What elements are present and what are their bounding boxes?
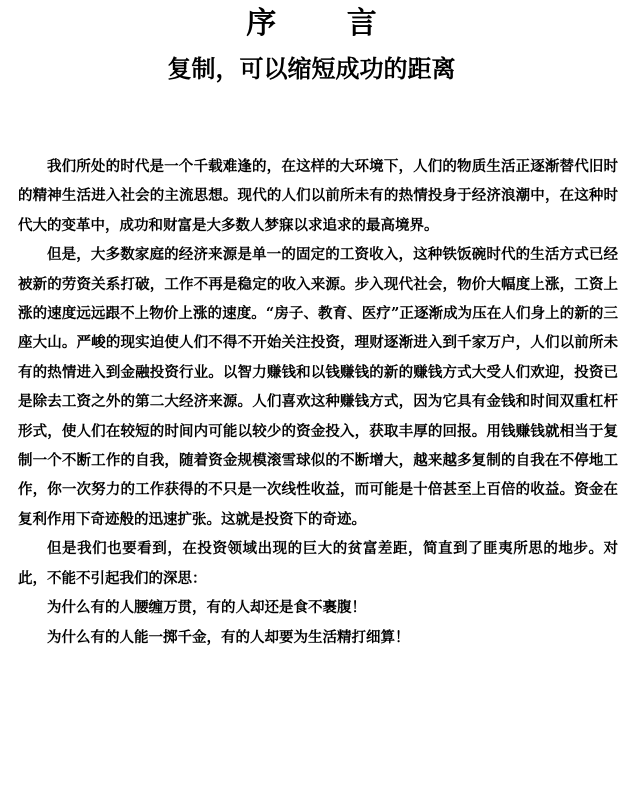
page-subtitle: 复制，可以缩短成功的距离 bbox=[167, 54, 456, 83]
paragraph: 但是，大多数家庭的经济来源是单一的固定的工资收入，这种铁饭碗时代的生活方式已经被新的劳资关系打破，工作不再是稳定的收入来源。步入现代社会，物价大幅度上涨，工资上涨的速度远远跟不上物价上涨的速度。“房子、教育、医疗”正逐渐成为压在人们身上的新的三座大山。严峻的现实迫使人们不得不开始关注投资，理财逐渐进入到千家万户，人们以前所未有的热情进入到金融投资行业。以智力赚钱和以钱赚钱的新的赚钱方式大受人们欢迎，投资已是除去工资之外的第二大经济来源。人们喜欢这种赚钱方式，因为它具有金钱和时间双重杠杆形式，使人们在较短的时间内可能以较少的资金投入，获取丰厚的回报。用钱赚钱就相当于复制一个不断工作的自我，随着资金规模滚雪球似的不断增大，越来越多复制的自我在不停地工作，你一次努力的工作获得的不只是一次线性收益，而可能是十倍甚至上百倍的收益。资金在复利作用下奇迹般的迅速扩张。这就是投资下的奇迹。 bbox=[18, 246, 618, 528]
paragraph: 为什么有的人能一掷千金，有的人却要为生活精打细算！ bbox=[47, 628, 410, 646]
body-text bbox=[18, 152, 618, 652]
paragraph: 我们所处的时代是一个千载难逢的，在这样的大环境下，人们的物质生活正逐渐替代旧时的精神生活进入社会的主流思想。现代的人们以前所未有的热情投身于经济浪潮中，在这种时代大的变革中，成功和财富是大多数人梦寐以求追求的最高境界。 bbox=[18, 158, 618, 234]
paragraph: 但是我们也要看到，在投资领域出现的巨大的贫富差距，简直到了匪夷所思的地步。对此，不能不引起我们的深思： bbox=[18, 540, 618, 587]
page-title: 序 言 bbox=[246, 6, 407, 41]
paragraph: 为什么有的人腰缠万贯，有的人却还是食不裹腹！ bbox=[47, 599, 366, 617]
